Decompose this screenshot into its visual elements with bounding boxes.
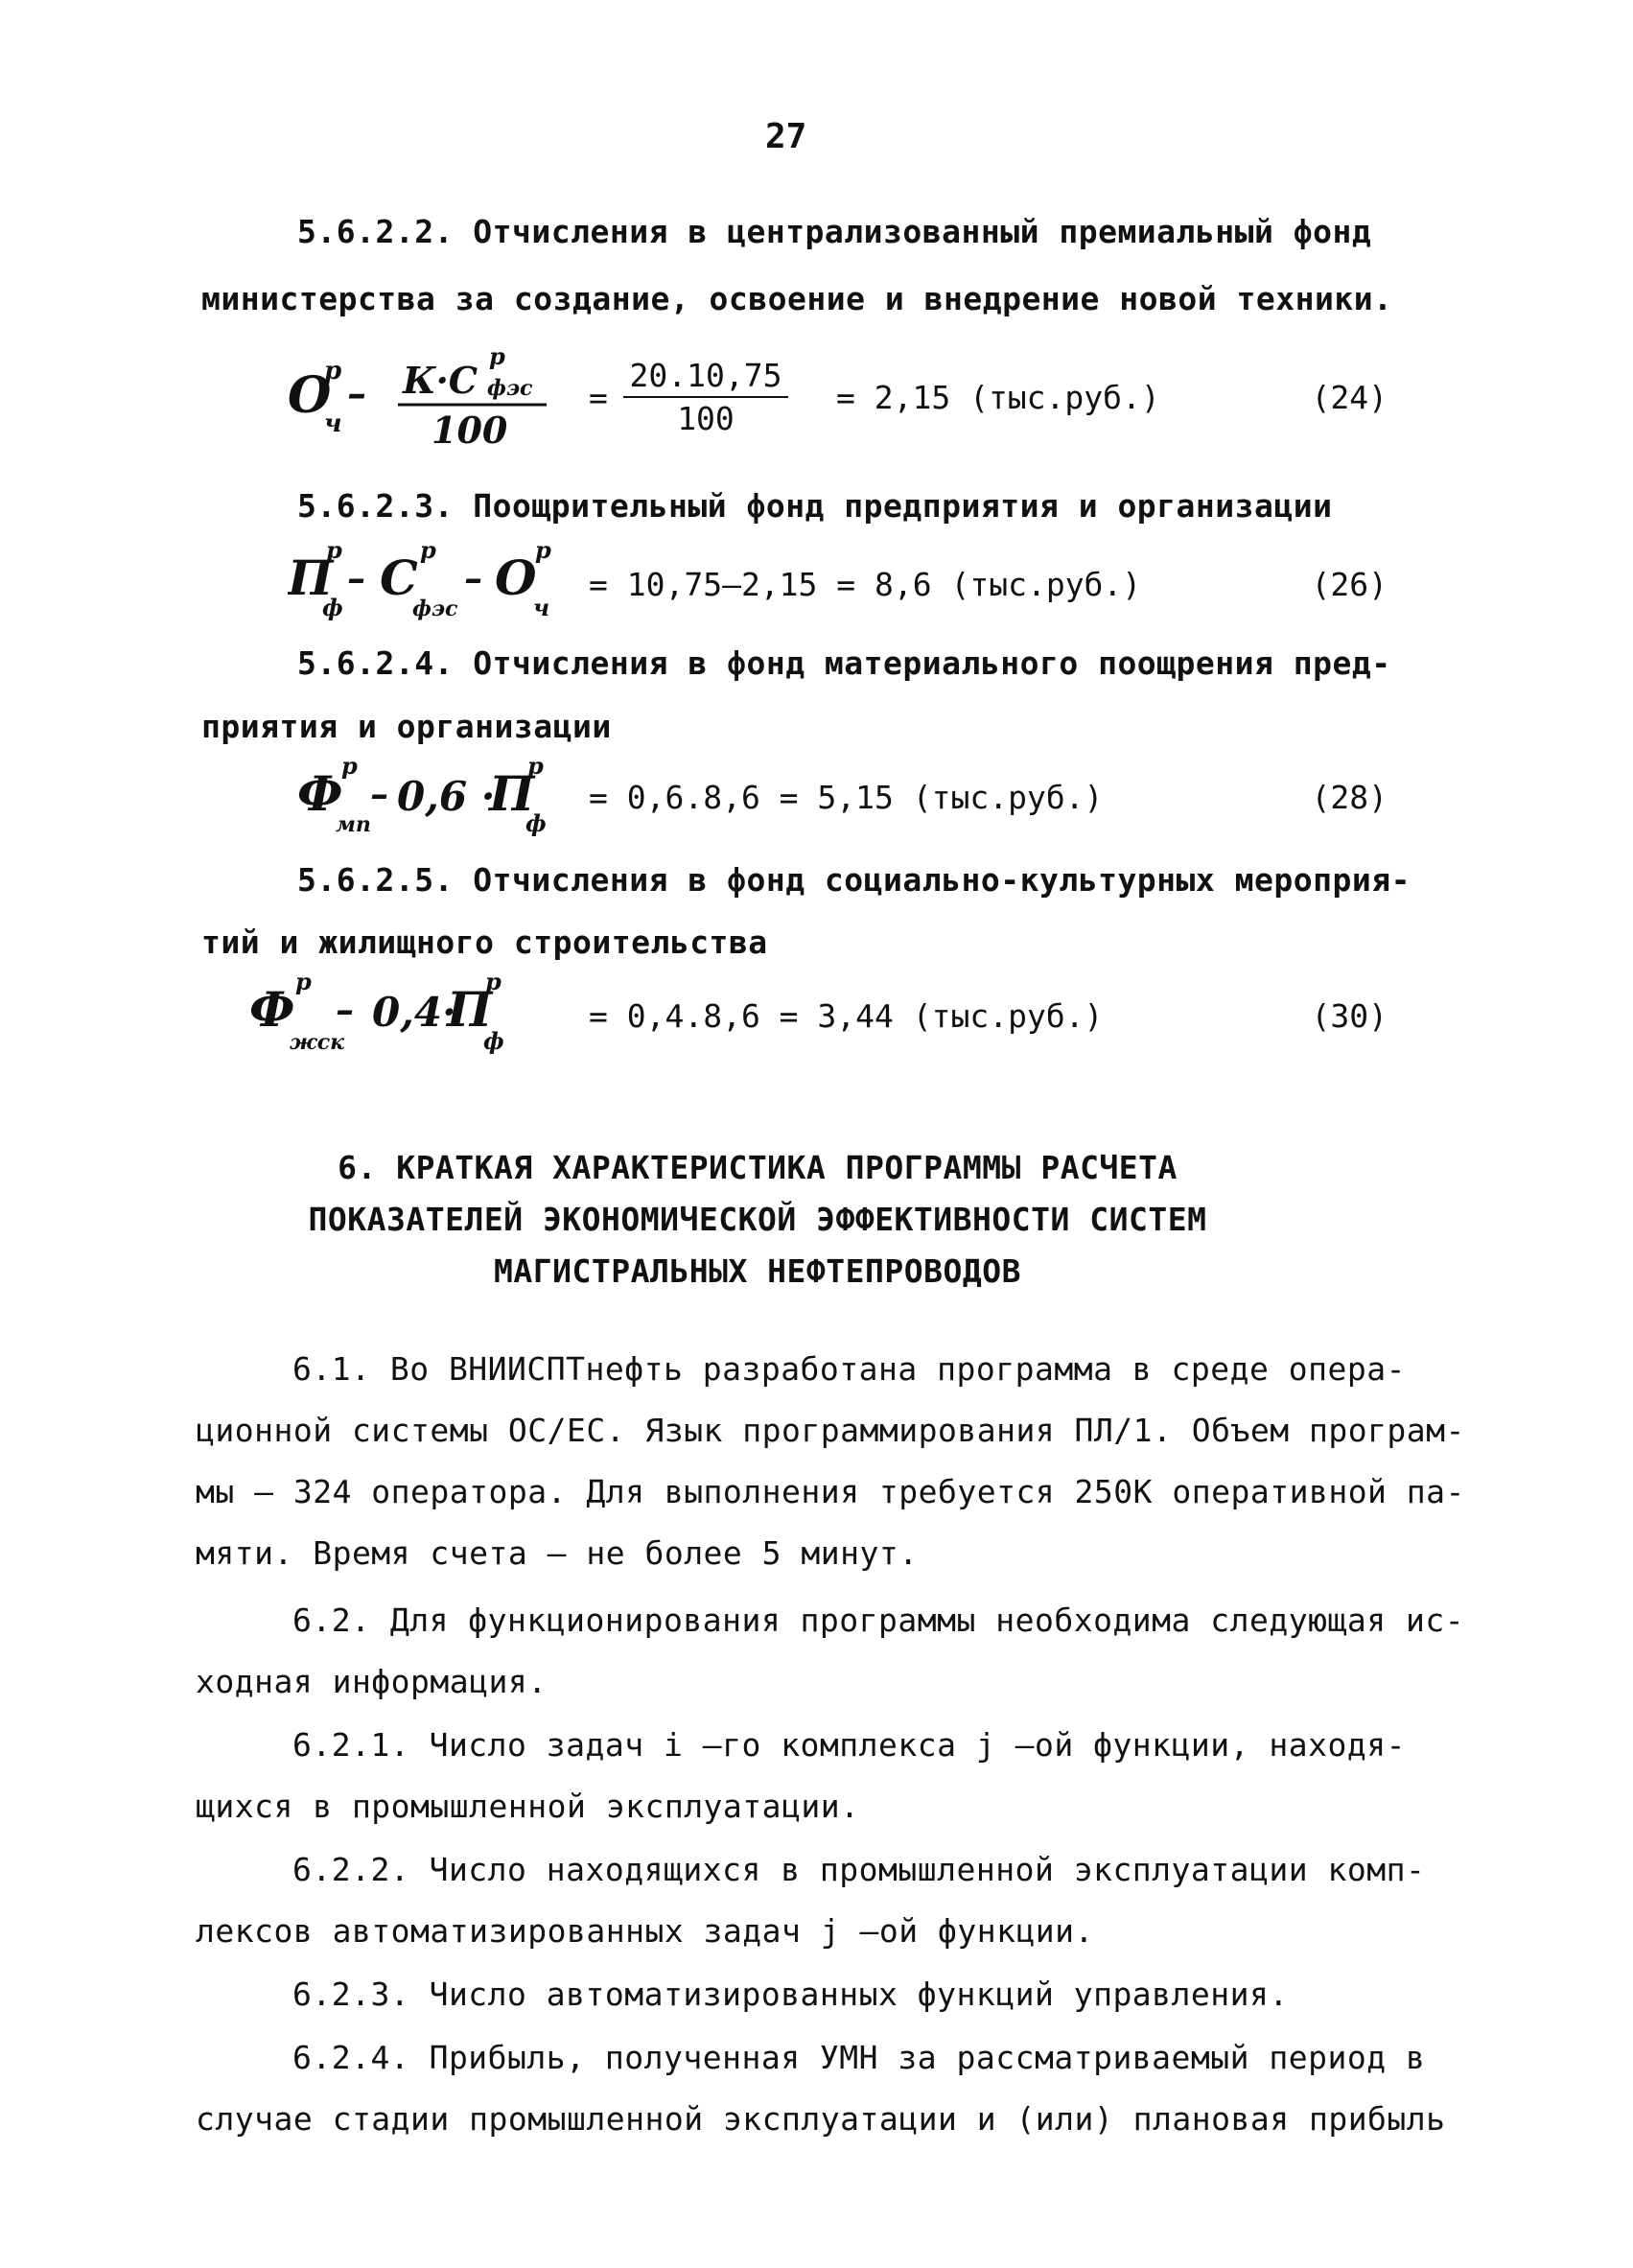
section-6-heading-line3: МАГИСТРАЛЬНЫХ НЕФТЕПРОВОДОВ — [494, 1252, 1021, 1290]
formula-26-result: = 10,75–2,15 = 8,6 (тыс.руб.) — [589, 566, 1142, 603]
svg-text:–: – — [336, 988, 354, 1031]
p62-line2: ходная информация. — [196, 1663, 548, 1700]
fraction-numerator: 20.10,75 — [623, 357, 788, 398]
svg-text:р: р — [295, 969, 312, 995]
p622-line2: лексов автоматизированных задач j –ой функции. — [196, 1912, 1094, 1950]
svg-text:ч: ч — [324, 409, 342, 438]
svg-text:П: П — [489, 765, 535, 822]
equation-number-26: (26) — [1311, 566, 1388, 603]
formula-30-drawing — [249, 969, 518, 1060]
formula-28-handwritten — [297, 753, 556, 851]
s5624-line1: 5.6.2.4. Отчисления в фонд материального поощрения пред- — [297, 644, 1391, 682]
p624-line2: случае стадии промышленной эксплуатации и (или) плановая прибыль — [196, 2100, 1446, 2138]
equation-number-28: (28) — [1311, 779, 1388, 816]
equation-number-24: (24) — [1311, 379, 1388, 416]
formula-24-drawing — [288, 345, 566, 451]
svg-text:–: – — [347, 371, 366, 416]
formula-30-result: = 0,4.8,6 = 3,44 (тыс.руб.) — [589, 997, 1104, 1035]
formula-24-fraction — [623, 357, 788, 437]
formula-26-handwritten — [288, 537, 585, 635]
svg-text:р: р — [489, 345, 505, 370]
svg-text:р: р — [324, 357, 342, 386]
svg-text:ф: ф — [483, 1027, 504, 1055]
p624-line1: 6.2.4. Прибыль, полученная УМН за рассматриваемый период в — [292, 2039, 1426, 2076]
s5622-line2: министерства за создание, освоение и внедрение новой техники. — [201, 280, 1393, 317]
formula-24-result: = 2,15 (тыс.руб.) — [836, 379, 1160, 416]
svg-text:р: р — [326, 537, 342, 564]
p621-line1: 6.2.1. Число задач i –го комплекса j –ой функции, находя- — [292, 1726, 1406, 1764]
formula-28-result: = 0,6.8,6 = 5,15 (тыс.руб.) — [589, 779, 1104, 816]
svg-text:–: – — [464, 556, 482, 599]
p61-line4: мяти. Время счета – не более 5 минут. — [196, 1534, 919, 1572]
formula-26-drawing — [288, 537, 585, 623]
svg-text:мп: мп — [336, 812, 371, 837]
formula-24-handwritten — [288, 345, 566, 462]
svg-text:Ф: Ф — [249, 981, 295, 1038]
s5625-line1: 5.6.2.5. Отчисления в фонд социально-культурных мероприя- — [297, 861, 1411, 899]
svg-text:ф: ф — [322, 594, 343, 621]
fraction-denominator: 100 — [677, 400, 735, 437]
p61-line3: мы – 324 оператора. Для выполнения требуется 250К оперативной па- — [196, 1473, 1465, 1510]
svg-text:Ф: Ф — [297, 765, 343, 822]
page-number: 27 — [765, 117, 807, 156]
svg-text:р: р — [341, 753, 358, 780]
formula-30-handwritten — [249, 969, 518, 1071]
p623-line1: 6.2.3. Число автоматизированных функций управления. — [292, 1976, 1289, 2013]
p622-line1: 6.2.2. Число находящихся в промышленной эксплуатации комп- — [292, 1851, 1426, 1888]
svg-text:р: р — [420, 537, 436, 564]
s5623-line1: 5.6.2.3. Поощрительный фонд предприятия и организации — [297, 487, 1333, 525]
svg-text:–: – — [370, 772, 388, 815]
svg-text:ч: ч — [533, 594, 550, 621]
p62-line1: 6.2. Для функционирования программы необходима следующая ис- — [292, 1602, 1465, 1639]
svg-text:К·С: К·С — [403, 359, 478, 402]
p61-line1: 6.1. Во ВНИИСПТнефть разработана программа в среде опера- — [292, 1350, 1406, 1388]
svg-text:П: П — [288, 549, 334, 606]
svg-text:С: С — [380, 549, 418, 606]
p621-line2: щихся в промышленной эксплуатации. — [196, 1788, 860, 1825]
s5625-line2: тий и жилищного строительства — [201, 924, 768, 961]
document-page: 27 5.6.2.2. Отчисления в централизованный премиальный фонд министерства за создание, освоение и внедрение новой техники. О р ч – К·С фэс р 100 = $\frac{20.10,75}{100}$ = 2,15 (тыс.руб.) (24) 5.6.2.3. Поощрительный фонд предприятия и организации П р ф – С р фэс – О р ч = 10,75–2,15 = 8,6 (тыс.руб.) (26) 5.6.2.4. Отчисления в фонд материального поощрения пред- приятия и организации Ф р мп – 0,6 · П р ф = 0,6.8,6 = 5,15 (тыс.руб.) (28) 5.6.2.5. Отчисления в фонд социально-культурных мероприя- тий и жилищного строительства Ф р жск – 0,4· П р ф = 0,4.8,6 = 3,44 (тыс.руб.) (30) 6. КРАТКАЯ ХАРАКТЕРИСТИКА ПРОГРАММЫ РАСЧЕТА ПОКАЗАТЕЛЕЙ ЭКОНОМИЧЕСКОЙ ЭФФЕКТИВНОСТИ СИСТЕМ МАГИСТРАЛЬНЫХ НЕФТЕПРОВОДОВ 6.1. Во ВНИИСПТнефть разработана программа в среде опера- ционной системы ОС/ЕС. Язык программирования ПЛ/1. Объем програм- мы – 324 оператора. Для выполнения требуется 250К оперативной па- мяти. Время счета – не более 5 минут. 6.2. Для функционирования программы необходима следующая ис- ходная информация. 6.2.1. Число задач i –го комплекса j –ой функции, находя- щихся в промышленной эксплуатации. 6.2.2. Число находящихся в промышленной эксплуатации комп- лексов автоматизированных задач j –ой функции. 6.2.3. Число автоматизированных функций управления. 6.2.4. Прибыль, полученная УМН за рассматриваемый период в случае стадии промышленной эксплуатации и (или) плановая прибыль — [0, 0, 1633, 2268]
svg-text:100: 100 — [432, 409, 508, 451]
svg-text:р: р — [527, 753, 544, 780]
formula-28-drawing — [297, 753, 556, 839]
svg-text:жск: жск — [290, 1030, 345, 1055]
svg-text:ф: ф — [525, 809, 547, 837]
s5624-line2: приятия и организации — [201, 708, 612, 745]
svg-text:О: О — [495, 549, 537, 606]
p61-line2: ционной системы ОС/ЕС. Язык программирования ПЛ/1. Объем програм- — [196, 1412, 1465, 1449]
svg-text:фэс: фэс — [412, 596, 458, 621]
svg-text:р: р — [485, 969, 502, 995]
svg-text:0,6 ·: 0,6 · — [397, 773, 496, 820]
equation-number-30: (30) — [1311, 997, 1388, 1035]
svg-text:П: П — [447, 981, 493, 1038]
section-6-heading-line2: ПОКАЗАТЕЛЕЙ ЭКОНОМИЧЕСКОЙ ЭФФЕКТИВНОСТИ СИСТЕМ — [308, 1201, 1207, 1238]
svg-text:р: р — [535, 537, 551, 564]
svg-text:0,4·: 0,4· — [372, 989, 456, 1036]
section-6-heading-line1: 6. КРАТКАЯ ХАРАКТЕРИСТИКА ПРОГРАММЫ РАСЧЕТА — [338, 1149, 1178, 1186]
s5622-line1: 5.6.2.2. Отчисления в централизованный премиальный фонд — [297, 213, 1372, 250]
svg-text:–: – — [347, 556, 365, 599]
svg-text:фэс: фэс — [487, 376, 533, 401]
svg-text:О: О — [288, 366, 332, 425]
